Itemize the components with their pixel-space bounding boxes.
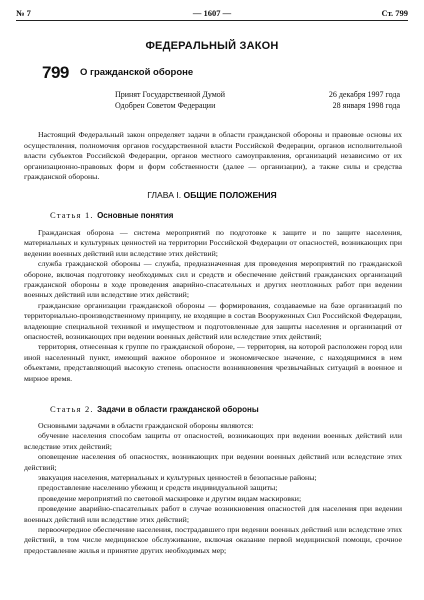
article-1-title: Основные понятия (97, 211, 174, 220)
adoption-line (115, 90, 400, 101)
article-1-body (24, 228, 402, 384)
approved-by: Одобрен Советом Федерации (115, 101, 216, 110)
approved-date: 28 января 1998 года (332, 101, 400, 110)
page-number: — 1607 — (192, 8, 232, 18)
article-2-paragraph: проведение аварийно-спасательных работ в случае возникновения опасностей для населения при ведении военных действий или вследствие этих действий; (24, 504, 402, 524)
article-2-paragraph: предоставление населению убежищ и средств индивидуальной защиты; (38, 483, 278, 493)
article-1-paragraph: гражданские организации гражданской обороны — формирования, создаваемые на базе организаций по территориально-производственному принципу, не входящие в состав Вооруженных Сил Российской Федерации, владеющие специальной техникой и имуществом и подготовленные для защиты населения и организаций от опасностей, возникающих при ведении военных действий или вследствие этих действий; (24, 300, 402, 342)
article-1-paragraph: служба гражданской обороны — служба, предназначенная для проведения мероприятий по гражданской обороне, включая подготовку необходимых сил и средств и обеспечение действий гражданских организаций гражданской обороны в ходе проведения аварийно-спасательных и других неотложных работ при ведении военных действий или вследствие этих действий; (24, 259, 402, 300)
law-subject: О гражданской обороне (80, 67, 194, 78)
approval-line (115, 101, 400, 112)
article-2-paragraph: Основными задачами в области гражданской обороны являются: (38, 421, 254, 430)
chapter-label: ГЛАВА I. (147, 190, 182, 200)
chapter-heading (0, 190, 424, 200)
running-header (16, 8, 408, 20)
adopted-by: Принят Государственной Думой (115, 90, 226, 99)
article-reference: Ст. 799 (381, 8, 408, 18)
law-number: 799 (42, 63, 69, 82)
article-2-title: Задачи в области гражданской обороны (97, 405, 259, 414)
article-2-heading (50, 404, 259, 414)
law-type-title: ФЕДЕРАЛЬНЫЙ ЗАКОН (145, 40, 279, 52)
article-2-paragraph: эвакуация населения, материальных и культурных ценностей в безопасные районы; (38, 473, 317, 483)
article-1-heading (50, 210, 173, 220)
article-2-paragraph: оповещение населения об опасностях, возникающих при ведении военных действий или вследствие этих действий; (24, 452, 402, 472)
article-2-paragraph: первоочередное обеспечение населения, пострадавшего при ведении военных действий или вследствие этих действий, в том числе медицинское обслуживание, включая оказание первой медицинской помощи, срочное предоставление жилья и принятие других необходимых мер; (24, 525, 402, 555)
article-2-label: Статья 2. (50, 404, 94, 414)
header-rule (16, 20, 408, 21)
adopted-date: 26 декабря 1997 года (328, 90, 400, 99)
article-2-paragraph: обучение населения способам защиты от опасностей, возникающих при ведении военных действий или вследствие этих действий; (24, 431, 402, 451)
article-1-paragraph: территория, отнесенная к группе по гражданской обороне, — территория, на которой расположен город или иной населенный пункт, имеющий важное оборонное и экономическое значение, с находящимися в нем объектами, представляющий высокую степень опасности возникновения чрезвычайных ситуаций в военное и мирное время. (24, 342, 402, 383)
article-1-paragraph: Гражданская оборона — система мероприятий по подготовке к защите и по защите населения, материальных и культурных ценностей на территории Российской Федерации от опасностей, возникающих при ведении военных действий или вследствие этих действий; (24, 228, 402, 258)
issue-number: № 7 (16, 8, 31, 18)
article-2-paragraph: проведение мероприятий по световой маскировке и другим видам маскировки; (38, 493, 302, 503)
article-2-body (24, 421, 402, 556)
chapter-title: ОБЩИЕ ПОЛОЖЕНИЯ (183, 190, 277, 200)
article-1-label: Статья 1. (50, 210, 94, 220)
preamble: Настоящий Федеральный закон определяет задачи в области гражданской обороны и правовые основы их осуществления, полномочия органов государственной власти Российской Федерации, органов исполнительной власти субъектов Российской Федерации, органов местного самоуправления, организаций независимо от их организационно-правовых форм и форм собственности (далее — организации), а также силы и средства гражданской обороны. (24, 130, 402, 182)
